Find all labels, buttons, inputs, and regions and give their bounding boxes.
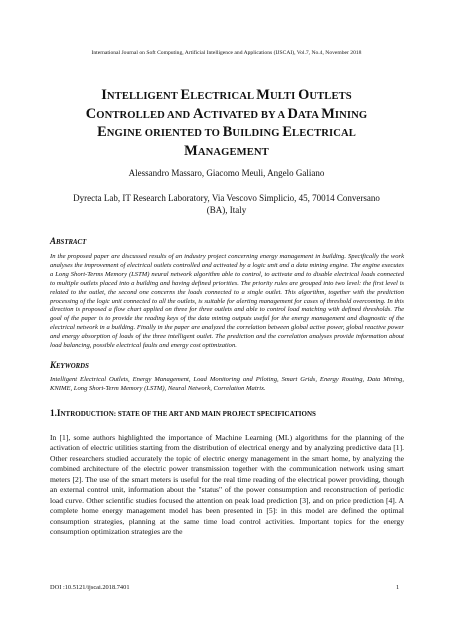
paper-title (40, 87, 413, 161)
title-line (40, 87, 413, 106)
abstract-text: In the proposed paper are discussed results of an industry project concerning energy management in building. Specifically the work analyses the improvement of electrical outlets controlled and activated by a logic unit and a data mining engine. The engine executes a Long Short-Terms Memory (LSTM) neural network algorithm able to control, to activate and to disable electrical loads connected to multiple outlets placed into a building and having defined priorities. The priority rules are grouped into two level: the first level is related to the outlet, the second one concerns the loads connected to a single outlet. This algorithm, together with the prediction processing of the logic unit connected to all the outlets, is suitable for alerting management for cases of threshold overcoming. In this direction is proposed a flow chart applied on three for three outlets and able to control load matching with defined thresholds. The goal of the paper is to provide the reading keys of the data mining outputs useful for the energy management and diagnostic of the electrical network in a building. Finally in the paper are analyzed the correlation between global active power, global reactive power and energy absorption of loads of the three intelligent outlet. The prediction and the correlation analyses provide information about load balancing, possible electrical faults and energy cost optimization. (50, 253, 404, 350)
title-cap: M (256, 87, 270, 103)
title-rest: ONTROLLED AND (96, 109, 194, 121)
title-line (40, 143, 413, 162)
title-cap: E (180, 87, 191, 103)
title-rest: ULTI (269, 91, 299, 102)
title-rest: LECTRICAL (292, 128, 356, 139)
title-rest: CTIVATED BY A (203, 109, 288, 121)
title-rest: NTELLIGENT (106, 91, 181, 102)
affiliation-line-1: Dyrecta Lab, IT Research Laboratory, Via Vescovo Simplicio, 45, 70014 Conversano (73, 193, 380, 203)
journal-header: International Journal on Soft Computing, Artificial Intelligence and Applications (IJSCAI), Vol.7, No.4, November 2018 (91, 50, 362, 56)
introduction-text: In [1], some authors highlighted the importance of Machine Learning (ML) algorithms for the planning of the activation of electric utilities starting from the distribution of electrical energy and by analyzing predictive data [1]. Other researchers studied accurately the topic of electric energy management in the smart home, by analyzing the combined architecture of the electric power transmission together with the communication network using smart meters [2]. The use of the smart meters is useful for the real time reading of the electrical power providing, though an external control unit, information about the "status" of the power consumption and reconstruction of periodic load curve. Other scientific studies focused the attention on peak load prediction [3], and on price prediction [4]. A complete home energy management model has been presented in [5]: in this model are defined the optimal consumption strategies, planning at the same time load control activities. Important topics for the energy consumption optimization strategies are the (50, 433, 404, 537)
title-rest: UILDING (232, 128, 283, 139)
title-rest: ATA (297, 109, 322, 121)
abstract-heading-cap: A (50, 236, 57, 246)
title-cap: A (193, 105, 204, 122)
title-cap: E (282, 124, 293, 140)
introduction-heading (50, 408, 316, 418)
page-number: 1 (396, 584, 400, 591)
title-cap: D (287, 105, 298, 122)
title-cap: O (298, 87, 310, 103)
title-line (40, 106, 413, 125)
title-line (40, 124, 413, 143)
title-cap: M (321, 105, 335, 122)
title-rest: NGINE ORIENTED TO (106, 128, 223, 139)
keywords-heading (50, 360, 89, 370)
title-cap: E (97, 124, 107, 140)
keywords-heading-rest: EYWORDS (56, 363, 89, 370)
footer-doi: DOI :10.5121/ijscai.2018.7401 (50, 584, 130, 591)
introduction-number: 1. (50, 408, 57, 418)
abstract-heading-rest: BSTRACT (56, 239, 87, 246)
title-rest: ANAGEMENT (197, 146, 269, 158)
keywords-heading-cap: K (50, 360, 57, 370)
title-cap: B (222, 124, 233, 140)
title-cap: C (85, 105, 97, 122)
affiliation (40, 192, 413, 216)
introduction-heading-rest: NTRODUCTION: STATE OF THE ART AND MAIN PROJECT SPECIFICATIONS (60, 410, 316, 418)
title-cap: I (101, 87, 107, 103)
keywords-text: Intelligent Electrical Outlets, Energy Management, Load Monitoring and Piloting, Smart Grids, Energy Routing, Data Mining, KNIME, Long Short-Term Memory (LSTM), Neural Network, Correlation Matrix. (50, 376, 404, 392)
title-cap: M (184, 142, 198, 159)
title-rest: UTLETS (309, 91, 352, 102)
title-rest: LECTRICAL (190, 91, 257, 102)
title-rest: INING (334, 109, 368, 121)
introduction-heading-cap: I (56, 408, 61, 418)
abstract-heading (50, 236, 86, 246)
authors: Alessandro Massaro, Giacomo Meuli, Angelo Galiano (128, 168, 325, 178)
affiliation-line-2: (BA), Italy (206, 205, 247, 215)
